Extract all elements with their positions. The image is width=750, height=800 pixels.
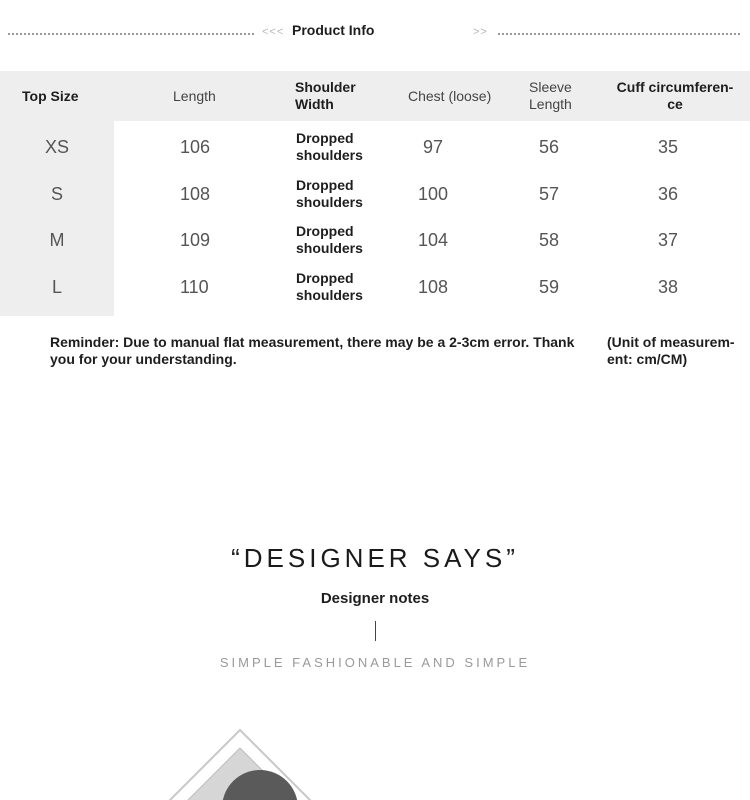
col-header-cuff-line1: Cuff circumferen-: [616, 79, 734, 95]
cell-shoulder: [296, 124, 363, 170]
diamond-frame-icon: [140, 728, 340, 800]
left-arrows-decoration: <<<: [262, 26, 285, 38]
cell-shoulder-line2: shoulders: [296, 240, 363, 256]
cell-cuff: 37: [658, 229, 679, 250]
cell-chest: 97: [423, 136, 444, 157]
unit-note: (Unit of measurem-ent: cm/CM): [607, 334, 735, 367]
cell-sleeve: 57: [539, 183, 560, 204]
cell-size: L: [51, 276, 62, 297]
col-header-shoulder-line2: Width: [295, 96, 334, 112]
designer-notes-label: Designer notes: [320, 590, 430, 607]
table-header-row: [0, 71, 750, 121]
cell-size: XS: [44, 136, 69, 157]
cell-size: S: [50, 183, 63, 204]
col-header-cuff-line2: ce: [667, 96, 683, 112]
cell-shoulder: [296, 264, 363, 310]
cell-chest: 108: [418, 276, 449, 297]
cell-length: 108: [180, 183, 211, 204]
col-header-shoulder-width: [295, 71, 356, 121]
section-title: Product Info: [292, 22, 375, 38]
cell-shoulder-line1: Dropped: [296, 223, 354, 239]
right-arrows-decoration: >>: [473, 26, 488, 38]
cell-shoulder-line2: shoulders: [296, 194, 363, 210]
measurement-reminder: Reminder: Due to manual flat measurement, there may be a 2-3cm error. Thank you for your understanding.: [50, 334, 575, 367]
vertical-divider: [375, 621, 376, 641]
cell-length: 109: [180, 229, 211, 250]
col-header-sleeve-line1: Sleeve: [529, 79, 572, 95]
col-header-top-size: Top Size: [22, 87, 79, 104]
cell-cuff: 38: [658, 276, 679, 297]
cell-length: 110: [180, 276, 209, 297]
col-header-shoulder-line1: Shoulder: [295, 79, 356, 95]
cell-shoulder-line1: Dropped: [296, 177, 354, 193]
cell-sleeve: 56: [539, 136, 560, 157]
diamond-framed-photo: [140, 728, 340, 800]
col-header-sleeve-line2: Length: [529, 96, 572, 112]
cell-shoulder-line1: Dropped: [296, 130, 354, 146]
section-header: [0, 20, 750, 44]
cell-cuff: 35: [658, 136, 679, 157]
cell-sleeve: 58: [539, 229, 560, 250]
col-header-chest: Chest (loose): [408, 87, 492, 104]
cell-shoulder-line2: shoulders: [296, 287, 363, 303]
cell-length: 106: [180, 136, 211, 157]
cell-shoulder-line2: shoulders: [296, 147, 363, 163]
dotted-divider-right: [498, 33, 740, 35]
cell-shoulder: [296, 217, 363, 263]
col-header-length: Length: [173, 87, 216, 104]
cell-chest: 100: [418, 183, 449, 204]
designer-says-title: “DESIGNER SAYS”: [231, 543, 519, 573]
dotted-divider-left: [8, 33, 254, 35]
col-header-sleeve-length: [529, 71, 572, 121]
cell-chest: 104: [418, 229, 449, 250]
cell-shoulder-line1: Dropped: [296, 270, 354, 286]
cell-size: M: [49, 229, 65, 250]
designer-subtitle: SIMPLE FASHIONABLE AND SIMPLE: [219, 655, 531, 670]
cell-sleeve: 59: [539, 276, 560, 297]
cell-cuff: 36: [658, 183, 679, 204]
cell-shoulder: [296, 171, 363, 217]
col-header-cuff: [608, 71, 742, 121]
